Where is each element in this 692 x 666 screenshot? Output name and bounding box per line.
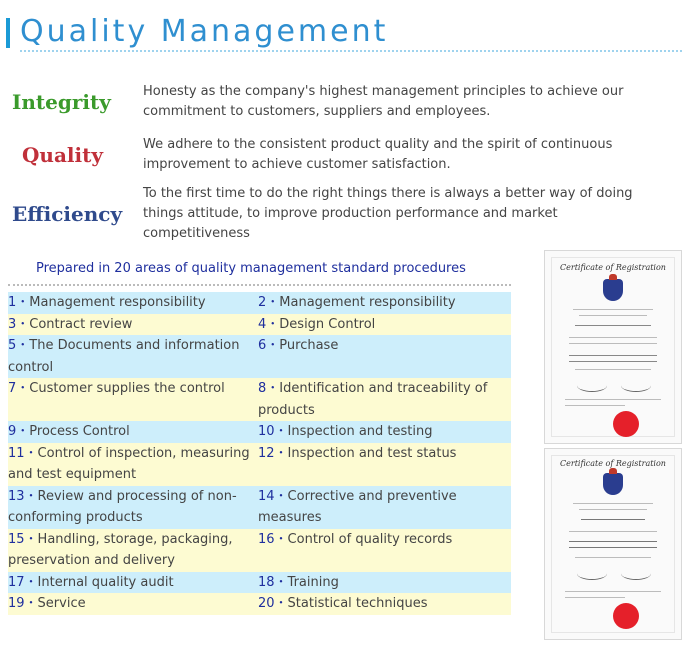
standards-table xyxy=(8,292,511,615)
value-name: Quality xyxy=(22,143,103,167)
list-item: 4・Design Control xyxy=(258,314,511,336)
list-item: 9・Process Control xyxy=(8,421,258,443)
table-row xyxy=(8,378,511,421)
table-row xyxy=(8,529,511,572)
seal-icon xyxy=(613,411,639,437)
list-item: 16・Control of quality records xyxy=(258,529,511,572)
certificate-image-1 xyxy=(544,250,682,444)
list-item: 6・Purchase xyxy=(258,335,511,378)
page-header xyxy=(6,10,682,50)
value-description: To the first time to do the right things there is always a better way of doing things attitude, to improve production performance and market competitiveness xyxy=(143,186,633,241)
list-item: 13・Review and processing of non-conforming products xyxy=(8,486,258,529)
table-row xyxy=(8,443,511,486)
title-accent-bar xyxy=(6,18,10,48)
title-divider xyxy=(20,50,682,52)
list-item: 20・Statistical techniques xyxy=(258,593,511,615)
value-description: We adhere to the consistent product quality and the spirit of continuous improvement to achieve customer satisfaction. xyxy=(143,137,613,172)
page-title: Quality Management xyxy=(20,14,389,49)
list-item: 17・Internal quality audit xyxy=(8,572,258,594)
seal-icon xyxy=(613,603,639,629)
table-row xyxy=(8,593,511,615)
crest-icon xyxy=(603,279,623,301)
table-row xyxy=(8,292,511,314)
list-item: 5・The Documents and information control xyxy=(8,335,258,378)
table-row xyxy=(8,572,511,594)
list-item: 8・Identification and traceability of products xyxy=(258,378,511,421)
list-item: 15・Handling, storage, packaging, preservation and delivery xyxy=(8,529,258,572)
list-item: 1・Management responsibility xyxy=(8,292,258,314)
list-item: 19・Service xyxy=(8,593,258,615)
list-item: 14・Corrective and preventive measures xyxy=(258,486,511,529)
list-item: 18・Training xyxy=(258,572,511,594)
table-row xyxy=(8,335,511,378)
certificate-image-2 xyxy=(544,448,682,640)
list-item: 12・Inspection and test status xyxy=(258,443,511,486)
table-row xyxy=(8,421,511,443)
list-item: 7・Customer supplies the control xyxy=(8,378,258,421)
table-row xyxy=(8,486,511,529)
standards-divider xyxy=(8,284,511,286)
list-item: 3・Contract review xyxy=(8,314,258,336)
standards-title: Prepared in 20 areas of quality management standard procedures xyxy=(36,261,466,276)
table-row xyxy=(8,314,511,336)
certificate-title: Certificate of Registration xyxy=(560,459,666,468)
certificate-title: Certificate of Registration xyxy=(560,263,666,272)
value-name: Efficiency xyxy=(12,202,123,226)
list-item: 11・Control of inspection, measuring and test equipment xyxy=(8,443,258,486)
value-description: Honesty as the company's highest management principles to achieve our commitment to customers, suppliers and employees. xyxy=(143,84,624,119)
crest-icon xyxy=(603,473,623,495)
value-name: Integrity xyxy=(12,90,111,114)
list-item: 10・Inspection and testing xyxy=(258,421,511,443)
list-item: 2・Management responsibility xyxy=(258,292,511,314)
